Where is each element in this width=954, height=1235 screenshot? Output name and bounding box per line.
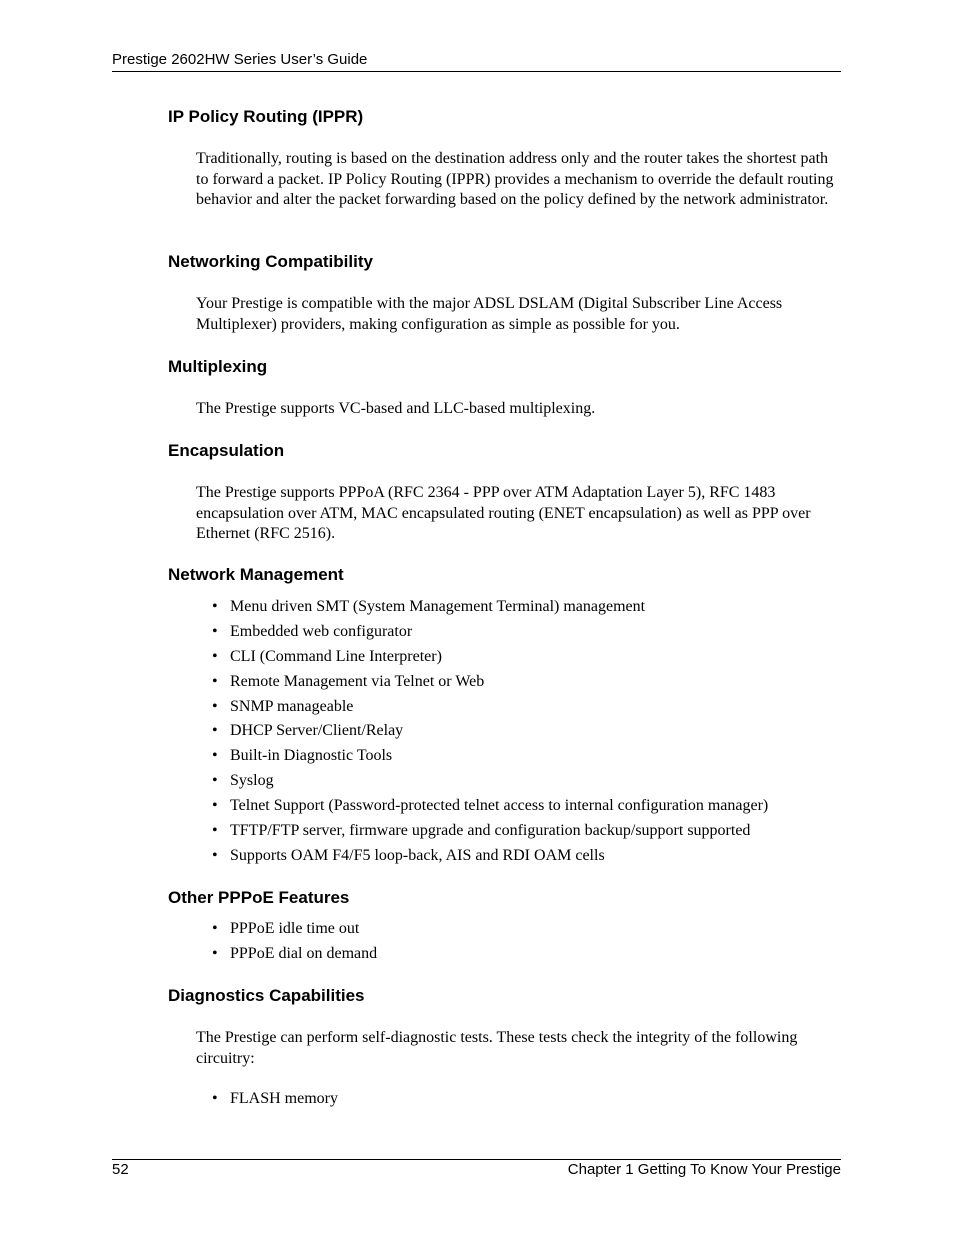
list-item: • Remote Management via Telnet or Web — [212, 672, 485, 690]
list-item: • TFTP/FTP server, firmware upgrade and configuration backup/support supported — [212, 822, 751, 840]
bullet-glyph: • — [212, 822, 218, 840]
bullet-glyph: • — [212, 747, 218, 765]
list-item: • CLI (Command Line Interpreter) — [212, 647, 442, 665]
section-paragraph-encapsulation: The Prestige supports PPPoA (RFC 2364 - PPP over ATM Adaptation Layer 5), RFC 1483 encapsulation over ATM, MAC encapsulated routing (ENET encapsulation) as well as PPP over Ethernet (RFC 2516). — [196, 484, 811, 542]
document-title: Prestige 2602HW Series User’s Guide — [112, 51, 368, 68]
bullet-glyph: • — [212, 846, 218, 864]
section-heading-networking-compatibility: Networking Compatibility — [168, 252, 373, 271]
list-item: • Supports OAM F4/F5 loop-back, AIS and RDI OAM cells — [212, 846, 605, 864]
pppoe-features-list — [212, 919, 377, 969]
section-paragraph-networking-compatibility: Your Prestige is compatible with the major ADSL DSLAM (Digital Subscriber Line Access Multiplexer) providers, making configuration as simple as possible for you. — [196, 295, 783, 333]
list-item: • FLASH memory — [212, 1090, 338, 1107]
bullet-glyph: • — [212, 920, 218, 937]
section-heading-encapsulation: Encapsulation — [168, 441, 285, 460]
section-paragraph-ippr: Traditionally, routing is based on the destination address only and the router takes the shortest path to forward a packet. IP Policy Routing (IPPR) provides a mechanism to override the default routing behavior and alter the packet forwarding based on the policy defined by the network administrator. — [196, 150, 834, 208]
section-heading-network-management: Network Management — [168, 565, 344, 584]
section-heading-multiplexing: Multiplexing — [168, 357, 268, 376]
section-heading-ippr: IP Policy Routing (IPPR) — [168, 107, 364, 126]
bullet-glyph: • — [212, 797, 218, 815]
section-paragraph-diagnostics: The Prestige can perform self-diagnostic tests. These tests check the integrity of the following circuitry: — [196, 1029, 798, 1067]
footer-divider — [112, 1159, 841, 1160]
header-divider — [112, 71, 841, 72]
list-item: • Menu driven SMT (System Management Terminal) management — [212, 598, 646, 615]
bullet-glyph: • — [212, 697, 218, 715]
list-item: • Embedded web configurator — [212, 622, 413, 640]
section-paragraph-multiplexing: The Prestige supports VC-based and LLC-based multiplexing. — [196, 400, 596, 417]
bullet-glyph: • — [212, 647, 218, 665]
list-item: • SNMP manageable — [212, 697, 354, 715]
bullet-glyph: • — [212, 772, 218, 790]
section-heading-diagnostics-capabilities: Diagnostics Capabilities — [168, 986, 365, 1005]
list-item: • Syslog — [212, 772, 274, 790]
bullet-glyph: • — [212, 672, 218, 690]
bullet-glyph: • — [212, 944, 218, 962]
list-item: • Built-in Diagnostic Tools — [212, 747, 393, 765]
bullet-glyph: • — [212, 1090, 218, 1107]
list-item: • PPPoE dial on demand — [212, 944, 378, 962]
section-heading-other-pppoe-features: Other PPPoE Features — [168, 888, 350, 907]
list-item: • PPPoE idle time out — [212, 920, 360, 937]
network-management-list — [212, 597, 768, 871]
chapter-title: Chapter 1 Getting To Know Your Prestige — [567, 1161, 841, 1178]
bullet-glyph: • — [212, 622, 218, 640]
bullet-glyph: • — [212, 598, 218, 615]
list-item: • DHCP Server/Client/Relay — [212, 722, 404, 740]
page-number: 52 — [112, 1161, 129, 1178]
list-item: • Telnet Support (Password-protected telnet access to internal configuration manager) — [212, 797, 769, 815]
diagnostics-list — [212, 1089, 338, 1114]
bullet-glyph: • — [212, 722, 218, 740]
